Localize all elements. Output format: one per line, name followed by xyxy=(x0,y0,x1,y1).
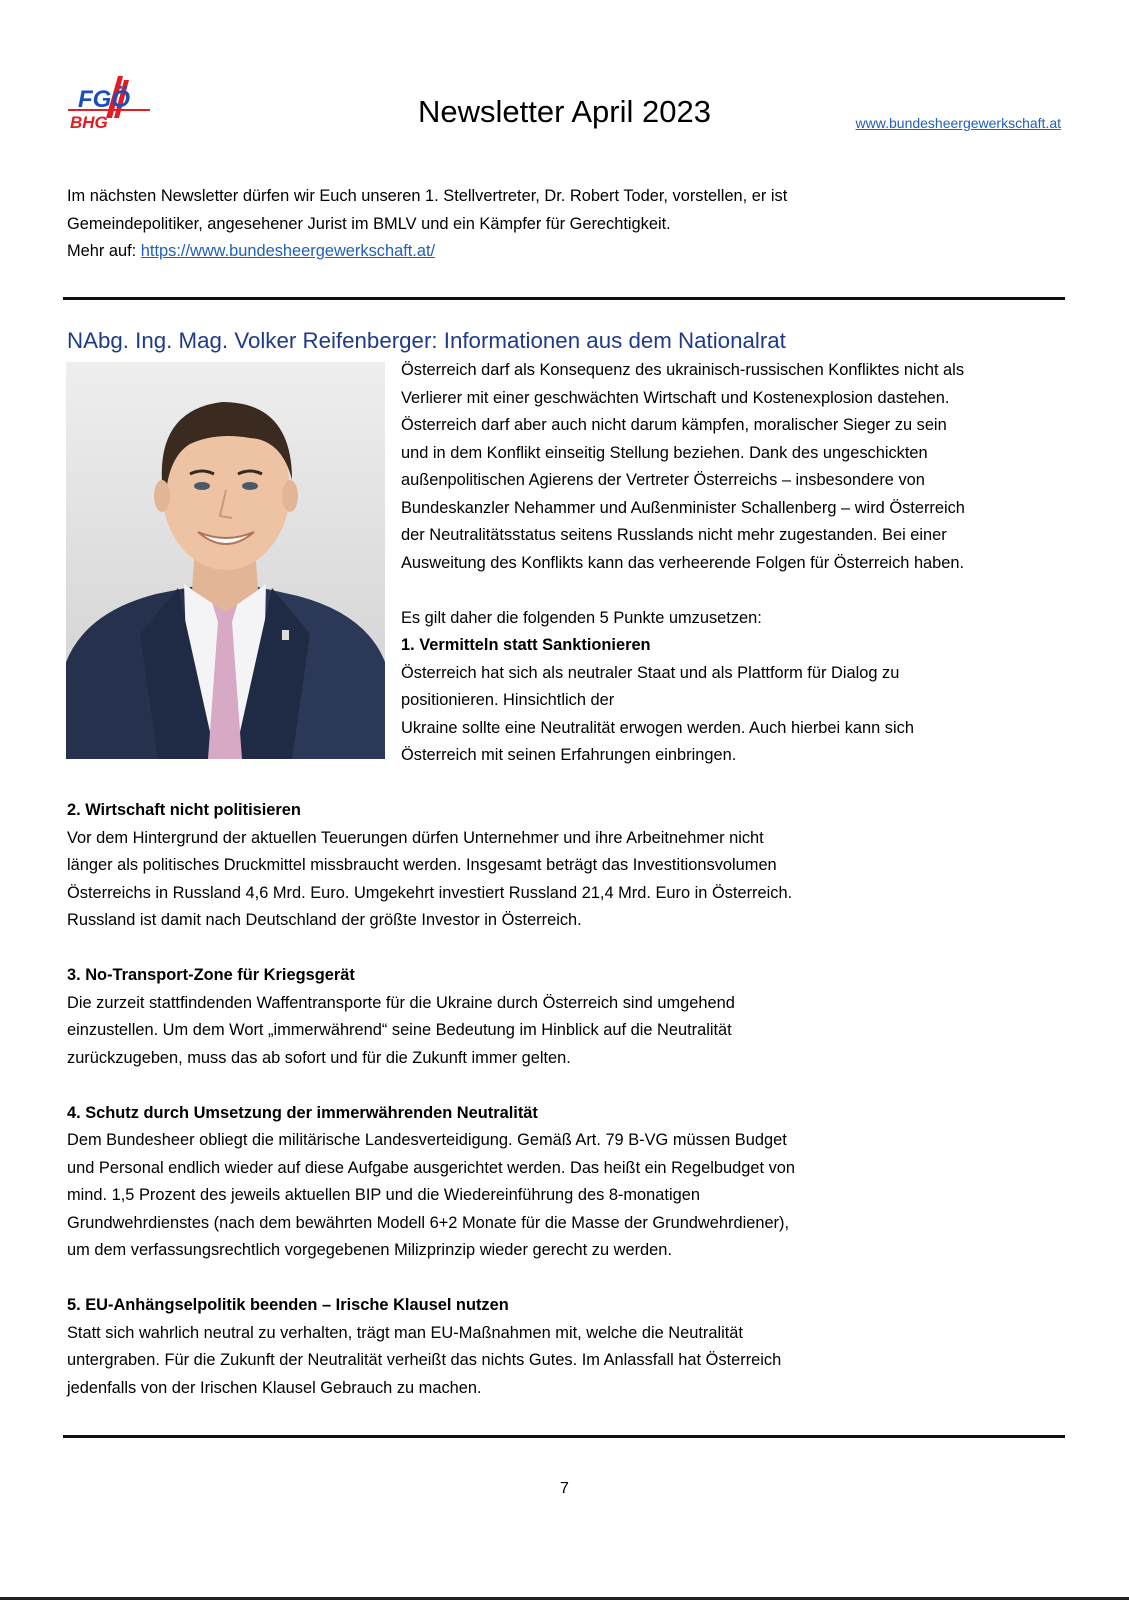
point4-line: mind. 1,5 Prozent des jeweils aktuellen BIP und die Wiedereinführung des 8-monatigen xyxy=(67,1186,700,1204)
point1-line: positionieren. Hinsichtlich der xyxy=(401,691,615,709)
article-right-column xyxy=(401,357,1061,770)
para1-line: außenpolitischen Agierens der Vertreter Österreichs – insbesondere von xyxy=(401,471,925,489)
article-heading: NAbg. Ing. Mag. Volker Reifenberger: Informationen aus dem Nationalrat xyxy=(67,328,786,353)
points-intro: Es gilt daher die folgenden 5 Punkte umzusetzen: xyxy=(401,608,762,627)
svg-text:FGÖ: FGÖ xyxy=(78,86,130,113)
para1-line: Ausweitung des Konflikts kann das verheerende Folgen für Österreich haben. xyxy=(401,553,965,572)
point3-line: einzustellen. Um dem Wort „immerwährend“ seine Bedeutung im Hinblick auf die Neutralität xyxy=(67,1021,732,1039)
point3-line: Die zurzeit stattfindenden Waffentransporte für die Ukraine durch Österreich sind umgehend xyxy=(67,993,735,1012)
svg-text:BHG: BHG xyxy=(70,113,108,132)
intro-more-line xyxy=(67,238,1057,266)
point1-title: 1. Vermitteln statt Sanktionieren xyxy=(401,636,651,654)
point2-title: 2. Wirtschaft nicht politisieren xyxy=(67,801,301,819)
point5-line: Statt sich wahrlich neutral zu verhalten, trägt man EU-Maßnahmen mit, welche die Neutralität xyxy=(67,1323,743,1342)
point1-line: Österreich mit seinen Erfahrungen einbringen. xyxy=(401,746,737,764)
para1-line: der Neutralitätsstatus seitens Russlands nicht mehr zugestanden. Bei einer xyxy=(401,526,947,544)
para1-line: Österreich darf aber auch nicht darum kämpfen, moralischer Sieger zu sein xyxy=(401,416,947,434)
point3-line: zurückzugeben, muss das ab sofort und für die Zukunft immer gelten. xyxy=(67,1048,571,1067)
point2-line: Österreichs in Russland 4,6 Mrd. Euro. Umgekehrt investiert Russland 21,4 Mrd. Euro in Österreich. xyxy=(67,883,793,902)
point4-line: und Personal endlich wieder auf diese Aufgabe ausgerichtet werden. Das heißt ein Regelbudget von xyxy=(67,1158,796,1177)
point4-line: Dem Bundesheer obliegt die militärische Landesverteidigung. Gemäß Art. 79 B-VG müssen Budget xyxy=(67,1131,787,1149)
article-points xyxy=(67,797,1007,1402)
point1-line: Österreich hat sich als neutraler Staat und als Plattform für Dialog zu xyxy=(401,663,900,682)
intro-line-2: Gemeindepolitiker, angesehener Jurist im BMLV und ein Kämpfer für Gerechtigkeit. xyxy=(67,214,671,233)
point3-title: 3. No-Transport-Zone für Kriegsgerät xyxy=(67,966,355,984)
point4-line: um dem verfassungsrechtlich vorgegebenen Milizprinzip wieder gerecht zu werden. xyxy=(67,1241,672,1259)
spacer xyxy=(67,1072,1007,1100)
more-label: Mehr auf: xyxy=(67,242,141,260)
point2-line: Russland ist damit nach Deutschland der größte Investor in Österreich. xyxy=(67,911,582,929)
point4-line: Grundwehrdienstes (nach dem bewährten Modell 6+2 Monate für die Masse der Grundwehrdiener), xyxy=(67,1213,790,1232)
para1-line: Österreich darf als Konsequenz des ukrainisch-russischen Konfliktes nicht als xyxy=(401,361,965,379)
intro-line-1: Im nächsten Newsletter dürfen wir Euch unseren 1. Stellvertreter, Dr. Robert Toder, vorstellen, er ist xyxy=(67,187,788,205)
newsletter-title: Newsletter April 2023 xyxy=(418,94,711,129)
point1-line: Ukraine sollte eine Neutralität erwogen werden. Auch hierbei kann sich xyxy=(401,718,914,737)
spacer xyxy=(67,1265,1007,1293)
divider-bottom xyxy=(63,1435,1065,1438)
para1-line: und in dem Konflikt einseitig Stellung beziehen. Dank des ungeschickten xyxy=(401,443,928,462)
point5-line: jedenfalls von der Irischen Klausel Gebrauch zu machen. xyxy=(67,1378,482,1397)
more-link[interactable]: https://www.bundesheergewerkschaft.at/ xyxy=(140,242,436,260)
website-link[interactable]: www.bundesheergewerkschaft.at xyxy=(855,115,1061,131)
point4-title: 4. Schutz durch Umsetzung der immerwährenden Neutralität xyxy=(67,1103,538,1122)
intro-paragraph xyxy=(67,183,1057,266)
spacer xyxy=(401,577,1061,605)
spacer xyxy=(67,935,1007,963)
point5-line: untergraben. Für die Zukunft der Neutralität verheißt das nichts Gutes. Im Anlassfall hat Österreich xyxy=(67,1351,782,1369)
para1-line: Verlierer mit einer geschwächten Wirtschaft und Kostenexplosion dastehen. xyxy=(401,388,950,407)
point5-title: 5. EU-Anhängselpolitik beenden – Irische Klausel nutzen xyxy=(67,1296,509,1314)
page-number: 7 xyxy=(560,1480,569,1497)
point2-line: länger als politisches Druckmittel missbraucht werden. Insgesamt beträgt das Investitionsvolumen xyxy=(67,856,777,874)
divider-top xyxy=(63,297,1065,300)
point2-line: Vor dem Hintergrund der aktuellen Teuerungen dürfen Unternehmer und ihre Arbeitnehmer nicht xyxy=(67,828,764,847)
para1-line: Bundeskanzler Nehammer und Außenminister Schallenberg – wird Österreich xyxy=(401,498,965,517)
portrait-photo xyxy=(66,362,385,759)
